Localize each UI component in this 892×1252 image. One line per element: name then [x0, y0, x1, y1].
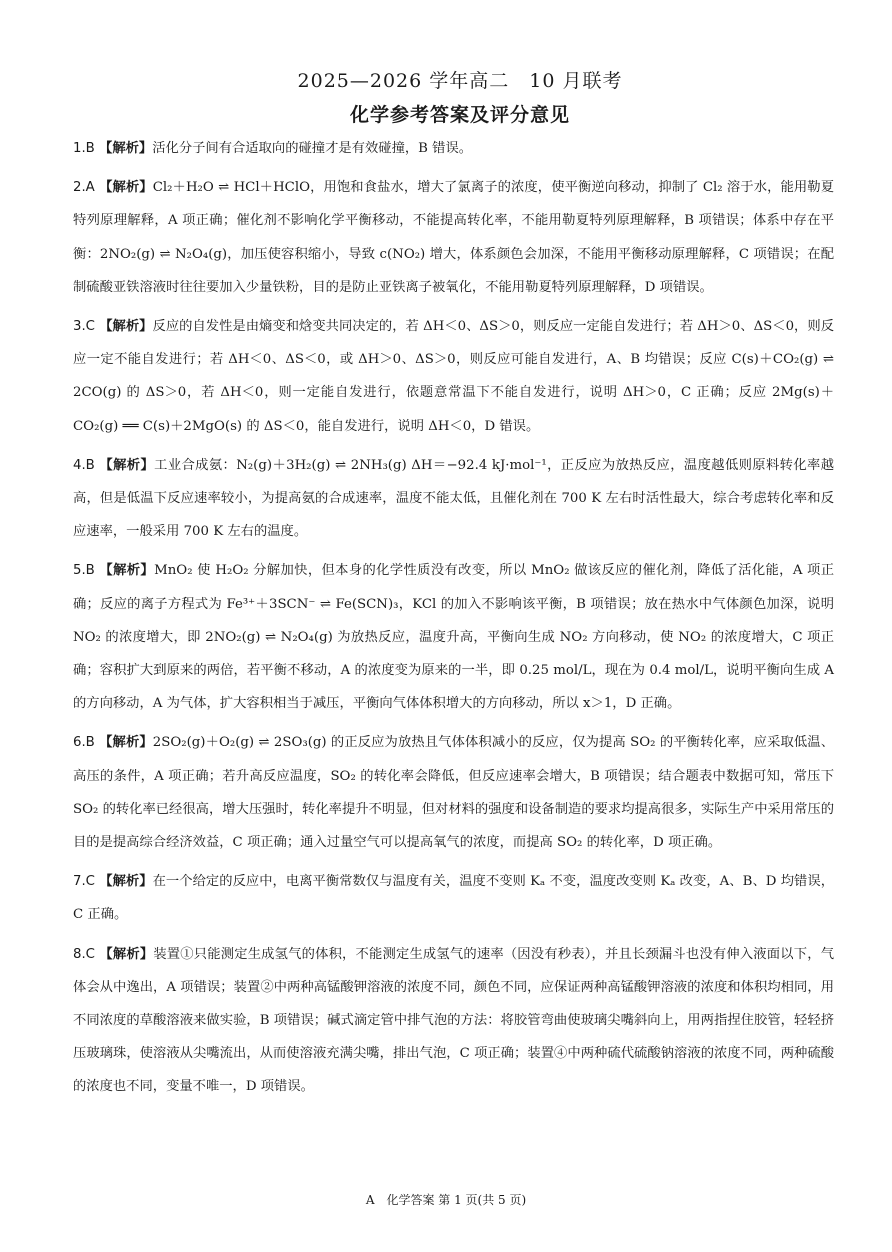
answer-text: 活化分子间有合适取向的碰撞才是有效碰撞，B 错误。: [152, 141, 473, 156]
analysis-tag: 【解析】: [99, 563, 155, 579]
answer-number: 6.B: [73, 735, 95, 751]
answer-text: MnO₂ 使 H₂O₂ 分解加快，但本身的化学性质没有改变，所以 MnO₂ 做该反应的催化剂，降低了活化能，A 项正确；反应的离子方程式为 Fe³⁺＋3SCN⁻ ⇌ Fe(SCN)₃，KCl 的加入不影响该平衡，B 项错误；放在热水中气体颜色加深，说明 NO₂ 的浓度增大，即 2NO₂(g) ⇌ N₂O₄(g) 为放热反应，温度升高，平衡向生成 NO₂ 方向移动，使 NO₂ 的浓度增大，C 项正确；容积扩大到原来的两倍，若平衡不移动，A 的浓度变为原来的一半，即 0.25 mol/L，现在为 0.4 mol/L，说明平衡向生成 A 的方向移动，A 为气体，扩大容积相当于减压，平衡向气体体积增大的方向移动，所以 x＞1，D 正确。: [73, 563, 835, 712]
analysis-tag: 【解析】: [99, 457, 155, 473]
answer-list: [73, 132, 835, 1104]
analysis-tag: 【解析】: [99, 319, 153, 335]
answer-number: 3.C: [73, 319, 95, 335]
answer-item-7: [73, 865, 834, 931]
answer-text: 工业合成氨：N₂(g)＋3H₂(g) ⇌ 2NH₃(g) ΔH＝−92.4 kJ·mol⁻¹，正反应为放热反应，温度越低则原料转化率越高，但是低温下反应速率较小，为提高氨的合成速率，温度不能太低，且催化剂在 700 K 左右时活性最大，综合考虑转化率和反应速率，一般采用 700 K 左右的温度。: [73, 457, 834, 540]
analysis-tag: 【解析】: [99, 141, 153, 156]
answer-item-2: [73, 171, 834, 304]
answer-number: 5.B: [73, 563, 95, 579]
answer-item-1: [73, 132, 834, 165]
analysis-tag: 【解析】: [99, 874, 153, 890]
analysis-tag: 【解析】: [99, 735, 153, 751]
answer-item-4: [73, 449, 834, 549]
analysis-tag: 【解析】: [99, 180, 153, 196]
analysis-tag: 【解析】: [99, 946, 154, 962]
answer-text: 2SO₂(g)＋O₂(g) ⇌ 2SO₃(g) 的正反应为放热且气体体积减小的反应，仅为提高 SO₂ 的平衡转化率，应采取低温、高压的条件，A 项正确；若升高反应温度，SO₂ 的转化率会降低，但反应速率会增大，B 项错误；结合题表中数据可知，常压下 SO₂ 的转化率已经很高，增大压强时，转化率提升不明显，但对材料的强度和设备制造的要求均提高很多，实际生产中采用常压的目的是提高综合经济效益，C 项正确；通入过量空气可以提高氧气的浓度，而提高 SO₂ 的转化率，D 项正确。: [73, 735, 835, 851]
answer-number: 1.B: [73, 141, 95, 156]
answer-text: Cl₂＋H₂O ⇌ HCl＋HClO，用饱和食盐水，增大了氯离子的浓度，使平衡逆向移动，抑制了 Cl₂ 溶于水，能用勒夏特列原理解释，A 项正确；催化剂不影响化学平衡移动，不能提高转化率，不能用勒夏特列原理解释，B 项错误；体系中存在平衡：2NO₂(g) ⇌ N₂O₄(g)，加压使容积缩小，导致 c(NO₂) 增大，体系颜色会加深，不能用平衡移动原理解释，C 项错误；在配制硫酸亚铁溶液时往往要加入少量铁粉，目的是防止亚铁离子被氧化，不能用勒夏特列原理解释，D 项错误。: [73, 180, 834, 295]
answer-item-5: [73, 554, 834, 720]
page-title: 2025—2026 学年高二 10 月联考: [297, 70, 623, 92]
answer-number: 8.C: [73, 946, 95, 962]
answer-item-6: [73, 726, 834, 859]
page-subtitle: 化学参考答案及评分意见: [349, 104, 570, 126]
answer-text: 装置①只能测定生成氢气的体积，不能测定生成氢气的速率（因没有秒表），并且长颈漏斗也没有伸入液面以下，气体会从中逸出，A 项错误；装置②中两种高锰酸钾溶液的浓度不同，颜色不同，应保证两种高锰酸钾溶液的浓度和体积均相同，用不同浓度的草酸溶液来做实验，B 项错误；碱式滴定管中排气泡的方法：将胶管弯曲使玻璃尖嘴斜向上，用两指捏住胶管，轻轻挤压玻璃珠，使溶液从尖嘴流出，从而使溶液充满尖嘴，排出气泡，C 项正确；装置④中两种硫代硫酸钠溶液的浓度不同，两种硫酸的浓度也不同，变量不唯一，D 项错误。: [73, 946, 834, 1095]
answer-item-8: [73, 938, 834, 1104]
answer-item-3: [73, 310, 834, 443]
answer-text: 反应的自发性是由熵变和焓变共同决定的，若 ΔH＜0、ΔS＞0，则反应一定能自发进行；若 ΔH＞0、ΔS＜0，则反应一定不能自发进行；若 ΔH＜0、ΔS＜0，或 ΔH＞0、ΔS＞0，则反应可能自发进行，A、B 均错误；反应 C(s)＋CO₂(g) ⇌ 2CO(g) 的 ΔS＞0，若 ΔH＜0，则一定能自发进行，依题意常温下不能自发进行，说明 ΔH＞0，C 正确；反应 2Mg(s)＋CO₂(g) ══ C(s)＋2MgO(s) 的 ΔS＜0，能自发进行，说明 ΔH＜0，D 错误。: [73, 319, 834, 434]
answer-number: 4.B: [73, 457, 95, 473]
answer-number: 2.A: [73, 180, 95, 196]
page-footer: A 化学答案 第 1 页(共 5 页): [365, 1193, 527, 1207]
answer-number: 7.C: [73, 874, 95, 890]
answer-text: 在一个给定的反应中，电离平衡常数仅与温度有关，温度不变则 Kₐ 不变，温度改变则 Kₐ 改变，A、B、D 均错误，C 正确。: [73, 874, 834, 923]
